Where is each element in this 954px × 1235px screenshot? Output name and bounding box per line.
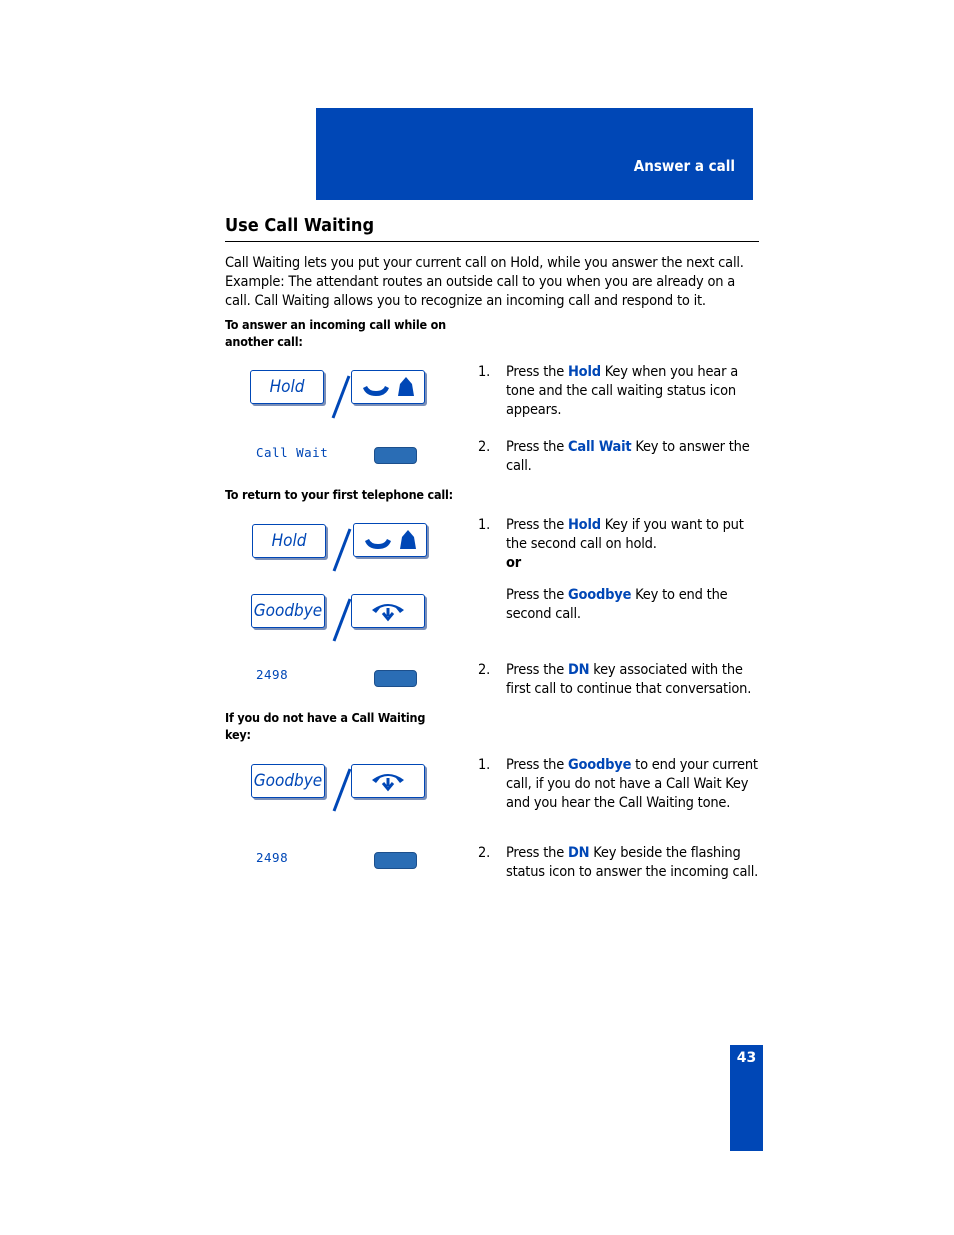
goodbye-fixed-key[interactable] xyxy=(351,594,425,628)
dn-display-label-2: 2498 xyxy=(256,850,289,865)
section-rule xyxy=(225,241,759,242)
call-wait-line-key[interactable] xyxy=(374,447,417,464)
hold-softkey[interactable]: Hold xyxy=(250,370,324,404)
page-number: 43 xyxy=(736,1050,757,1066)
hold-fixed-key[interactable] xyxy=(351,370,425,404)
part3-step-2: 2. Press the DN Key beside the flashing status icon to answer the incoming call. xyxy=(478,845,759,880)
goodbye-handset-icon xyxy=(368,598,408,624)
page-number-tab xyxy=(730,1045,763,1151)
intro-paragraph: Call Waiting lets you put your current call on Hold, while you answer the next call. Example: The attendant routes an outside call to you when you are already on a call. Call Waiting allows you to recognize an incoming call and respond to it. xyxy=(225,255,744,309)
or-slash-icon xyxy=(329,374,353,420)
part2-step-1-alt: Press the Goodbye Key to end the second call. xyxy=(506,587,728,622)
hold-handset-icon xyxy=(360,527,420,553)
subhead-return-first-call: To return to your first telephone call: xyxy=(225,487,453,502)
call-wait-display-label: Call Wait xyxy=(256,445,329,460)
goodbye-handset-icon xyxy=(368,768,408,794)
dn-line-key[interactable] xyxy=(374,670,417,687)
goodbye-fixed-key-2[interactable] xyxy=(351,764,425,798)
dn-line-key-2[interactable] xyxy=(374,852,417,869)
subhead-answer-incoming: To answer an incoming call while on another call: xyxy=(225,317,446,349)
header-title: Answer a call xyxy=(633,157,735,175)
hold-softkey-2[interactable]: Hold xyxy=(252,524,326,558)
dn-display-label: 2498 xyxy=(256,667,289,682)
subhead-no-call-waiting-key: If you do not have a Call Waiting key: xyxy=(225,710,426,742)
hold-handset-icon xyxy=(358,374,418,400)
part1-step-1: 1. Press the Hold Key when you hear a tone and the call waiting status icon appears. xyxy=(478,364,738,418)
header-band xyxy=(316,108,753,200)
part3-step-1: 1. Press the Goodbye to end your current call, if you do not have a Call Wait Key and you hear the Call Waiting tone. xyxy=(478,757,758,811)
section-title: Use Call Waiting xyxy=(225,215,375,236)
part2-step-1: 1. Press the Hold Key if you want to put the second call on hold. or xyxy=(478,517,744,571)
goodbye-softkey[interactable]: Goodbye xyxy=(251,594,325,628)
or-slash-icon xyxy=(330,527,354,573)
part1-step-2: 2. Press the Call Wait Key to answer the call. xyxy=(478,439,750,474)
hold-fixed-key-2[interactable] xyxy=(353,523,427,557)
goodbye-softkey-2[interactable]: Goodbye xyxy=(251,764,325,798)
part2-step-2: 2. Press the DN key associated with the first call to continue that conversation. xyxy=(478,662,752,697)
